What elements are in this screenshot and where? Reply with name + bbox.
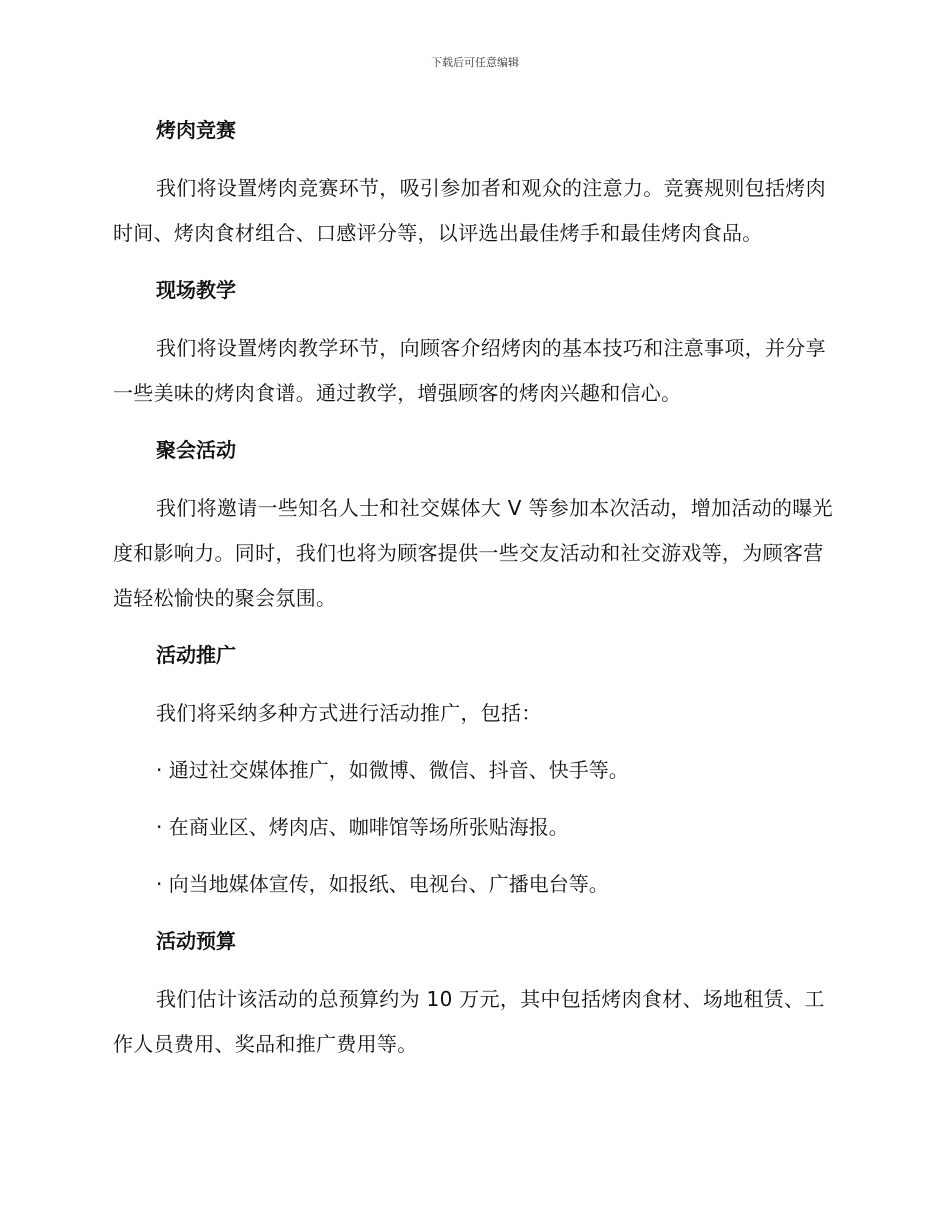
section-heading-live-teaching: 现场教学 bbox=[156, 278, 236, 302]
list-item: · 通过社交媒体推广，如微博、微信、抖音、快手等。 bbox=[156, 758, 629, 782]
document-body bbox=[113, 108, 835, 1067]
section-heading-promotion: 活动推广 bbox=[156, 643, 236, 667]
paragraph-live-teaching: 我们将设置烤肉教学环节，向顾客介绍烤肉的基本技巧和注意事项，并分享一些美味的烤肉食谱。通过教学，增强顾客的烤肉兴趣和信心。 bbox=[113, 336, 826, 405]
paragraph-promotion-intro: 我们将采纳多种方式进行活动推广，包括： bbox=[156, 701, 542, 725]
section-heading-party-activities: 聚会活动 bbox=[156, 438, 236, 462]
section-heading-bbq-contest: 烤肉竞赛 bbox=[156, 118, 236, 142]
page-header-note: 下载后可任意编辑 bbox=[431, 56, 519, 69]
section-heading-budget: 活动预算 bbox=[156, 929, 236, 953]
list-item: · 在商业区、烤肉店、咖啡馆等场所张贴海报。 bbox=[156, 815, 569, 839]
paragraph-party-activities: 我们将邀请一些知名人士和社交媒体大 V 等参加本次活动，增加活动的曝光度和影响力。同时，我们也将为顾客提供一些交友活动和社交游戏等，为顾客营造轻松愉快的聚会氛围。 bbox=[113, 496, 833, 610]
paragraph-budget: 我们估计该活动的总预算约为 10 万元，其中包括烤肉食材、场地租赁、工作人员费用、奖品和推广费用等。 bbox=[113, 987, 825, 1056]
paragraph-bbq-contest: 我们将设置烤肉竞赛环节，吸引参加者和观众的注意力。竞赛规则包括烤肉时间、烤肉食材组合、口感评分等，以评选出最佳烤手和最佳烤肉食品。 bbox=[113, 176, 826, 245]
list-item: · 向当地媒体宣传，如报纸、电视台、广播电台等。 bbox=[156, 872, 609, 896]
